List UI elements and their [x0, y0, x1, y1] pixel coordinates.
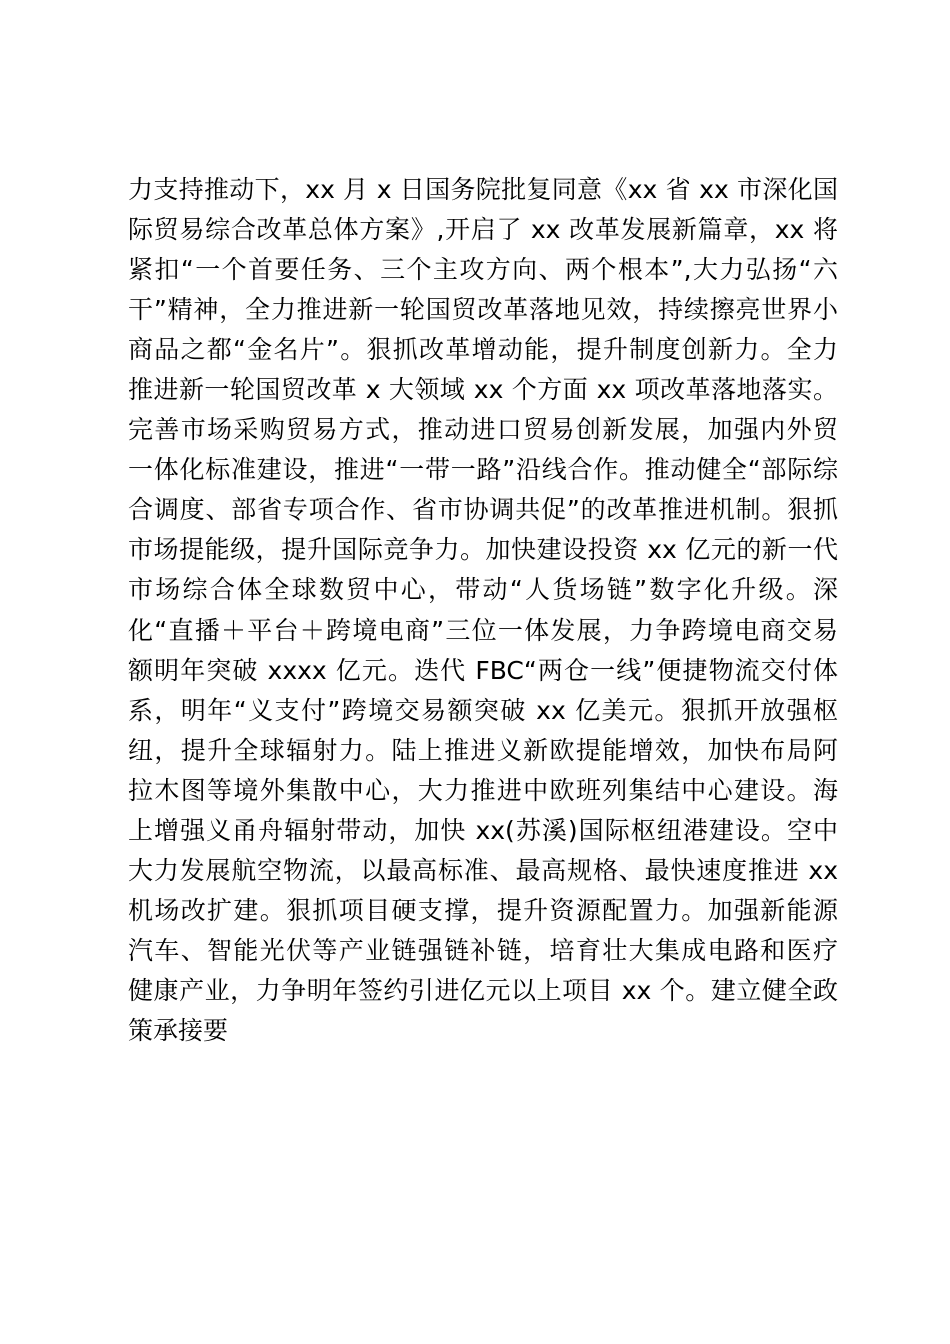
text-line: 推进新一轮国贸改革 x 大领域 xx 个方面 xx 项改革落地落实。 [128, 375, 838, 405]
body-paragraph [128, 170, 838, 1051]
text-line: 汽车、智能光伏等产业链强链补链，培育壮大集成电路和医疗 [128, 935, 838, 965]
text-line: 际贸易综合改革总体方案》,开启了 xx 改革发展新篇章，xx 将 [128, 215, 838, 245]
text-line: 额明年突破 xxxx 亿元。迭代 FBC“两仓一线”便捷物流交付体 [128, 655, 838, 685]
text-line: 商品之都“金名片”。狠抓改革增动能，提升制度创新力。全力 [128, 335, 838, 365]
text-line: 纽，提升全球辐射力。陆上推进义新欧提能增效，加快布局阿 [128, 735, 838, 765]
text-line: 合调度、部省专项合作、省市协调共促”的改革推进机制。狠抓 [128, 495, 838, 525]
text-line: 化“直播＋平台＋跨境电商”三位一体发展，力争跨境电商交易 [128, 615, 838, 645]
text-line: 系，明年“义支付”跨境交易额突破 xx 亿美元。狠抓开放强枢 [128, 695, 838, 725]
text-line: 上增强义甬舟辐射带动，加快 xx(苏溪)国际枢纽港建设。空中 [128, 815, 838, 845]
text-line: 策承接要 [128, 1015, 229, 1045]
text-line: 市场提能级，提升国际竞争力。加快建设投资 xx 亿元的新一代 [128, 535, 838, 565]
text-line: 干”精神，全力推进新一轮国贸改革落地见效，持续擦亮世界小 [128, 295, 838, 325]
text-line: 机场改扩建。狠抓项目硬支撑，提升资源配置力。加强新能源 [128, 895, 838, 925]
text-line: 拉木图等境外集散中心，大力推进中欧班列集结中心建设。海 [128, 775, 838, 805]
text-line: 大力发展航空物流，以最高标准、最高规格、最快速度推进 xx [128, 855, 838, 885]
text-line: 市场综合体全球数贸中心，带动“人货场链”数字化升级。深 [128, 575, 838, 605]
text-line: 力支持推动下，xx 月 x 日国务院批复同意《xx 省 xx 市深化国 [128, 175, 838, 204]
text-line: 紧扣“一个首要任务、三个主攻方向、两个根本”,大力弘扬“六 [128, 255, 838, 285]
text-line: 一体化标准建设，推进“一带一路”沿线合作。推动健全“部际综 [128, 455, 838, 485]
text-line: 完善市场采购贸易方式，推动进口贸易创新发展，加强内外贸 [128, 415, 838, 445]
text-line: 健康产业，力争明年签约引进亿元以上项目 xx 个。建立健全政 [128, 975, 838, 1005]
